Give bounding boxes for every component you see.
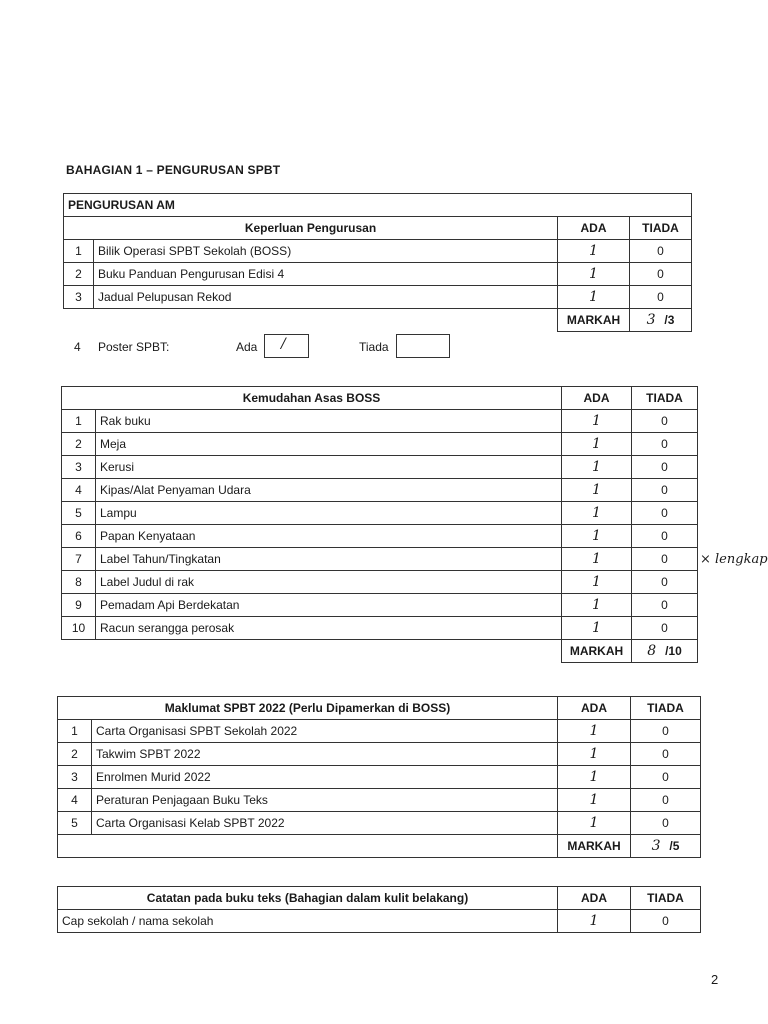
row-number: 1 — [58, 720, 92, 743]
row-ada: 1 — [558, 789, 631, 812]
row-item: Carta Organisasi SPBT Sekolah 2022 — [92, 720, 558, 743]
row-tiada: 0 — [632, 594, 698, 617]
header-item: Kemudahan Asas BOSS — [62, 387, 562, 410]
row-ada: 1 — [562, 525, 632, 548]
table-row — [62, 479, 698, 502]
table-row — [62, 410, 698, 433]
header-item: Keperluan Pengurusan — [64, 217, 558, 240]
row-item: Cap sekolah / nama sekolah — [58, 910, 558, 933]
row-number: 2 — [64, 263, 94, 286]
row-ada: 1 — [558, 910, 631, 933]
row-item: Rak buku — [96, 410, 562, 433]
header-ada: ADA — [558, 217, 630, 240]
row-ada: 1 — [562, 456, 632, 479]
row-number: 1 — [62, 410, 96, 433]
table-row — [62, 525, 698, 548]
row-tiada: 0 — [631, 743, 701, 766]
row-item: Enrolmen Murid 2022 — [92, 766, 558, 789]
handwritten-side-note: × lengkap — [700, 552, 768, 567]
row-number: 3 — [64, 286, 94, 309]
header-tiada: TIADA — [632, 387, 698, 410]
row-item: Lampu — [96, 502, 562, 525]
row-tiada: 0 — [632, 410, 698, 433]
row-item: Buku Panduan Pengurusan Edisi 4 — [94, 263, 558, 286]
markah-score: 3 — [651, 838, 661, 854]
row-item: Papan Kenyataan — [96, 525, 562, 548]
group-title: PENGURUSAN AM — [64, 194, 692, 217]
row-item: Carta Organisasi Kelab SPBT 2022 — [92, 812, 558, 835]
row-ada: 1 — [562, 617, 632, 640]
row-tiada: 0 — [631, 720, 701, 743]
row-tiada: 0 — [631, 766, 701, 789]
row-item: Meja — [96, 433, 562, 456]
markah-total: /10 — [665, 644, 682, 658]
table-row — [58, 743, 701, 766]
row-number: 2 — [58, 743, 92, 766]
row-ada: 1 — [562, 433, 632, 456]
row-ada: 1 — [558, 766, 631, 789]
row-number: 10 — [62, 617, 96, 640]
poster-ada-box — [264, 334, 309, 358]
pengurusan-am-table — [63, 193, 692, 332]
row-item: Label Tahun/Tingkatan — [96, 548, 562, 571]
table-body — [58, 910, 701, 933]
markah-label: MARKAH — [558, 309, 630, 332]
row-number: 1 — [64, 240, 94, 263]
row-ada: 1 — [558, 743, 631, 766]
row-number: 8 — [62, 571, 96, 594]
row-tiada: 0 — [631, 910, 701, 933]
row-tiada: 0 — [630, 286, 692, 309]
table-row — [62, 571, 698, 594]
row-tiada: 0 — [631, 789, 701, 812]
poster-ada-mark: / — [281, 336, 286, 352]
header-ada: ADA — [558, 887, 631, 910]
row-number: 4 — [62, 479, 96, 502]
row-ada: 1 — [562, 594, 632, 617]
maklumat-spbt-table — [57, 696, 701, 858]
table-row — [58, 766, 701, 789]
markah-label: MARKAH — [562, 640, 632, 663]
row-number: 2 — [62, 433, 96, 456]
row-ada: 1 — [558, 240, 630, 263]
row-tiada: 0 — [632, 617, 698, 640]
row-tiada: 0 — [630, 263, 692, 286]
row-ada: 1 — [558, 720, 631, 743]
row-number: 7 — [62, 548, 96, 571]
row-tiada: 0 — [631, 812, 701, 835]
header-tiada: TIADA — [630, 217, 692, 240]
table-row — [62, 617, 698, 640]
row-number: 6 — [62, 525, 96, 548]
row-item: Label Judul di rak — [96, 571, 562, 594]
row-item: Racun serangga perosak — [96, 617, 562, 640]
row-number: 3 — [62, 456, 96, 479]
page-number: 2 — [711, 972, 719, 987]
markah-score: 3 — [646, 312, 656, 328]
table-body — [58, 720, 701, 835]
table-body — [62, 410, 698, 640]
table-row — [64, 240, 692, 263]
section-title: BAHAGIAN 1 – PENGURUSAN SPBT — [66, 163, 281, 177]
poster-label: Poster SPBT: — [98, 340, 170, 354]
table-row — [62, 594, 698, 617]
row-item: Jadual Pelupusan Rekod — [94, 286, 558, 309]
row-item: Kipas/Alat Penyaman Udara — [96, 479, 562, 502]
table-row — [64, 286, 692, 309]
row-item: Kerusi — [96, 456, 562, 479]
header-tiada: TIADA — [631, 697, 701, 720]
row-ada: 1 — [558, 286, 630, 309]
table-row — [58, 720, 701, 743]
table-row — [58, 910, 701, 933]
row-number: 5 — [62, 502, 96, 525]
row-tiada: 0 — [632, 502, 698, 525]
row-tiada: 0 — [630, 240, 692, 263]
header-ada: ADA — [562, 387, 632, 410]
row-ada: 1 — [562, 479, 632, 502]
header-ada: ADA — [558, 697, 631, 720]
row-tiada: 0 — [632, 433, 698, 456]
row-ada: 1 — [562, 548, 632, 571]
table-row — [62, 548, 698, 571]
markah-total: /3 — [664, 313, 675, 327]
header-item: Catatan pada buku teks (Bahagian dalam kulit belakang) — [58, 887, 558, 910]
markah-cell — [631, 835, 701, 858]
row-ada: 1 — [562, 410, 632, 433]
catatan-buku-teks-table — [57, 886, 701, 933]
table-row — [58, 812, 701, 835]
markah-total: /5 — [669, 839, 680, 853]
poster-number: 4 — [74, 340, 81, 354]
table-row — [62, 502, 698, 525]
table-row — [58, 789, 701, 812]
markah-label: MARKAH — [558, 835, 631, 858]
row-item: Peraturan Penjagaan Buku Teks — [92, 789, 558, 812]
row-number: 4 — [58, 789, 92, 812]
row-ada: 1 — [558, 812, 631, 835]
header-item: Maklumat SPBT 2022 (Perlu Dipamerkan di BOSS) — [58, 697, 558, 720]
table-row — [64, 263, 692, 286]
row-ada: 1 — [562, 502, 632, 525]
table-row — [62, 433, 698, 456]
row-tiada: 0 — [632, 548, 698, 571]
row-ada: 1 — [558, 263, 630, 286]
table-body — [64, 240, 692, 309]
poster-tiada-box — [396, 334, 450, 358]
row-tiada: 0 — [632, 571, 698, 594]
row-tiada: 0 — [632, 525, 698, 548]
row-ada: 1 — [562, 571, 632, 594]
row-item: Bilik Operasi SPBT Sekolah (BOSS) — [94, 240, 558, 263]
markah-cell — [630, 309, 692, 332]
row-tiada: 0 — [632, 479, 698, 502]
markah-cell — [632, 640, 698, 663]
poster-ada-label: Ada — [236, 340, 258, 354]
row-number: 5 — [58, 812, 92, 835]
row-number: 9 — [62, 594, 96, 617]
table-row — [62, 456, 698, 479]
markah-score: 8 — [647, 643, 657, 659]
poster-tiada-label: Tiada — [359, 340, 389, 354]
header-tiada: TIADA — [631, 887, 701, 910]
row-item: Takwim SPBT 2022 — [92, 743, 558, 766]
row-item: Pemadam Api Berdekatan — [96, 594, 562, 617]
row-number: 3 — [58, 766, 92, 789]
row-tiada: 0 — [632, 456, 698, 479]
kemudahan-asas-table — [61, 386, 698, 663]
